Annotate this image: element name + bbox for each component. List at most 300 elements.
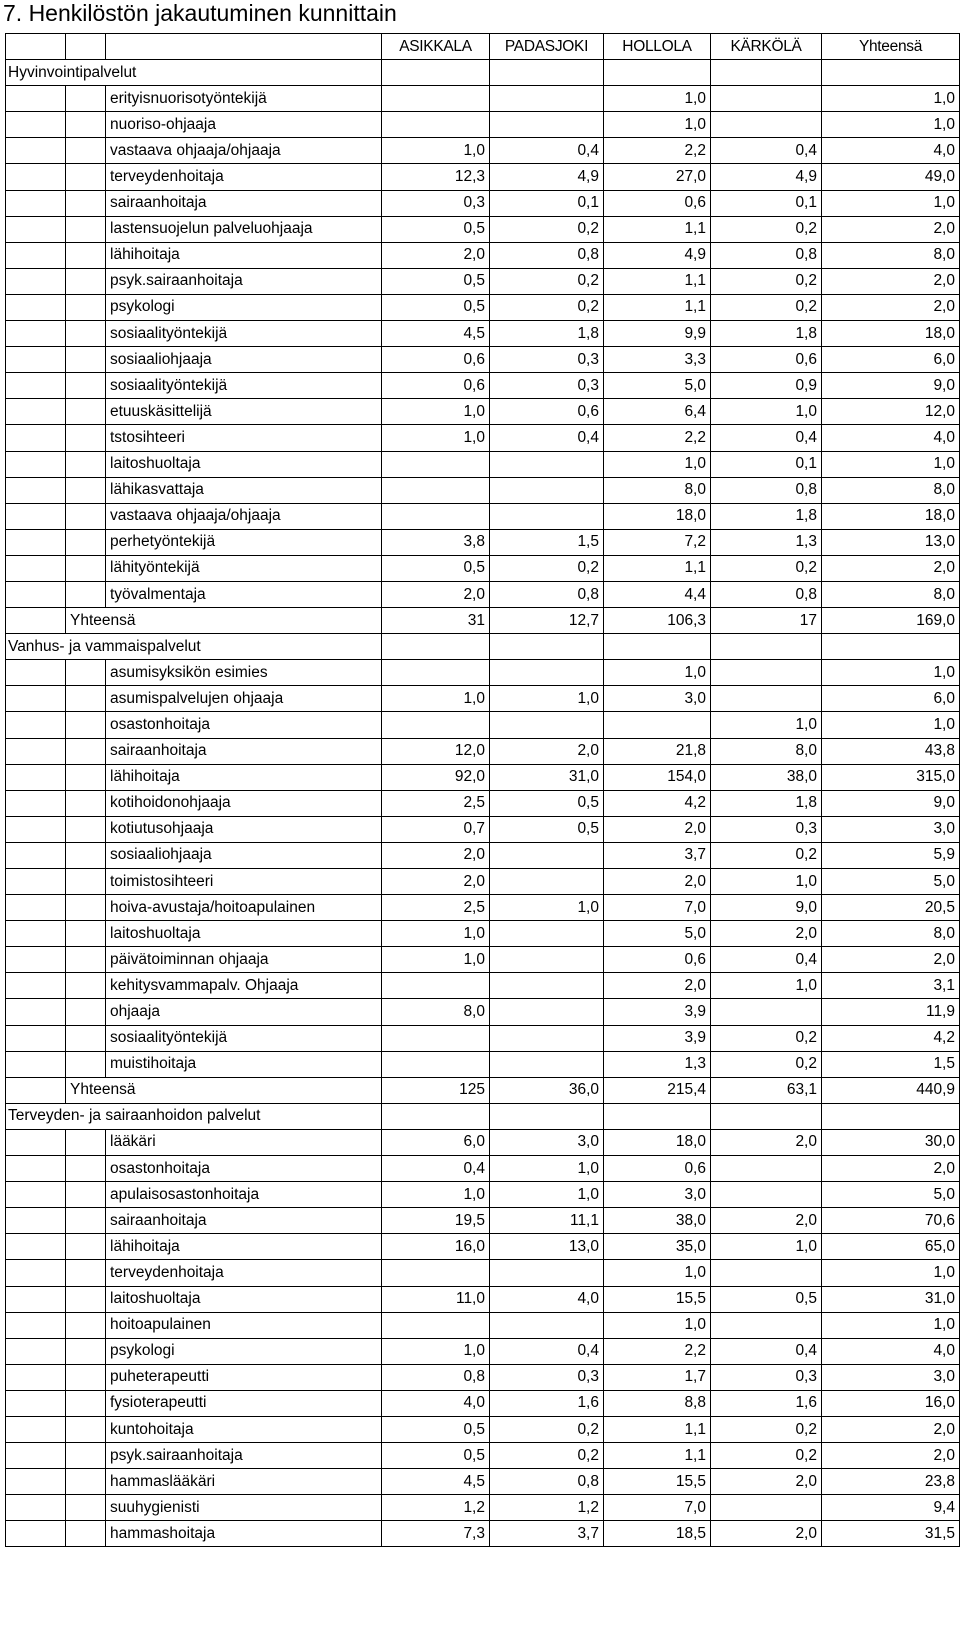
indent-cell	[66, 112, 106, 138]
value-cell: 2,0	[711, 1129, 822, 1155]
total-value-cell: 17	[711, 608, 822, 634]
table-row	[6, 1156, 960, 1182]
section-header-row	[6, 1103, 960, 1129]
indent-cell	[6, 347, 66, 373]
indent-cell	[66, 842, 106, 868]
value-cell: 13,0	[822, 529, 960, 555]
value-cell: 65,0	[822, 1234, 960, 1260]
value-cell: 2,0	[604, 816, 711, 842]
value-cell: 1,0	[382, 921, 490, 947]
value-cell: 2,0	[822, 294, 960, 320]
indent-cell	[6, 164, 66, 190]
value-cell: 9,0	[822, 790, 960, 816]
value-cell: 16,0	[822, 1390, 960, 1416]
table-row	[6, 973, 960, 999]
table-row	[6, 242, 960, 268]
indent-cell	[6, 1051, 66, 1077]
table-row	[6, 895, 960, 921]
value-cell	[711, 660, 822, 686]
indent-cell	[6, 921, 66, 947]
value-cell: 1,6	[490, 1390, 604, 1416]
value-cell: 3,1	[822, 973, 960, 999]
value-cell: 7,0	[604, 895, 711, 921]
indent-cell	[6, 529, 66, 555]
indent-cell	[66, 1469, 106, 1495]
indent-cell	[66, 294, 106, 320]
value-cell: 18,0	[822, 321, 960, 347]
value-cell: 21,8	[604, 738, 711, 764]
value-cell	[711, 86, 822, 112]
table-row	[6, 529, 960, 555]
value-cell: 1,6	[711, 1390, 822, 1416]
indent-cell	[6, 816, 66, 842]
indent-cell	[6, 1129, 66, 1155]
value-cell: 5,0	[604, 373, 711, 399]
value-cell: 1,1	[604, 216, 711, 242]
value-cell: 0,9	[711, 373, 822, 399]
indent-cell	[66, 1234, 106, 1260]
value-cell: 1,8	[711, 503, 822, 529]
row-label: lääkäri	[106, 1129, 382, 1155]
indent-cell	[66, 425, 106, 451]
table-row	[6, 686, 960, 712]
indent-cell	[66, 138, 106, 164]
value-cell: 1,0	[382, 138, 490, 164]
row-label: terveydenhoitaja	[106, 1260, 382, 1286]
value-cell	[711, 1156, 822, 1182]
value-cell: 1,0	[711, 973, 822, 999]
table-row	[6, 999, 960, 1025]
value-cell	[490, 503, 604, 529]
value-cell: 1,0	[711, 712, 822, 738]
empty-cell	[822, 634, 960, 660]
indent-cell	[66, 451, 106, 477]
total-value-cell: 63,1	[711, 1077, 822, 1103]
value-cell: 0,5	[382, 268, 490, 294]
column-header-padasjoki: PADASJOKI	[490, 34, 604, 60]
value-cell: 1,0	[382, 1182, 490, 1208]
row-label: terveydenhoitaja	[106, 164, 382, 190]
value-cell	[382, 1260, 490, 1286]
value-cell	[604, 712, 711, 738]
value-cell: 1,0	[822, 451, 960, 477]
row-label: hoitoapulainen	[106, 1312, 382, 1338]
indent-cell	[6, 399, 66, 425]
value-cell: 4,0	[822, 425, 960, 451]
value-cell: 2,0	[822, 555, 960, 581]
value-cell: 1,0	[604, 1312, 711, 1338]
table-row	[6, 790, 960, 816]
indent-cell	[6, 1495, 66, 1521]
total-value-cell: 12,7	[490, 608, 604, 634]
value-cell: 0,8	[382, 1364, 490, 1390]
value-cell: 3,0	[604, 1182, 711, 1208]
indent-cell	[6, 712, 66, 738]
value-cell: 0,2	[490, 268, 604, 294]
value-cell: 15,5	[604, 1286, 711, 1312]
value-cell: 0,4	[711, 425, 822, 451]
value-cell: 1,0	[604, 112, 711, 138]
value-cell: 1,0	[382, 425, 490, 451]
value-cell: 2,0	[604, 973, 711, 999]
indent-cell	[66, 1129, 106, 1155]
indent-cell	[66, 686, 106, 712]
table-row	[6, 1390, 960, 1416]
value-cell: 0,2	[490, 1416, 604, 1442]
row-label: hammaslääkäri	[106, 1469, 382, 1495]
indent-cell	[66, 1260, 106, 1286]
table-row	[6, 1521, 960, 1547]
indent-cell	[66, 1286, 106, 1312]
value-cell: 0,4	[711, 138, 822, 164]
table-row	[6, 1182, 960, 1208]
value-cell	[711, 1260, 822, 1286]
value-cell: 1,0	[490, 895, 604, 921]
value-cell: 12,0	[822, 399, 960, 425]
indent-cell	[6, 1469, 66, 1495]
value-cell: 2,5	[382, 895, 490, 921]
row-label: sosiaalityöntekijä	[106, 1025, 382, 1051]
row-label: laitoshuoltaja	[106, 1286, 382, 1312]
value-cell: 6,0	[822, 686, 960, 712]
indent-cell	[6, 425, 66, 451]
row-label: sairaanhoitaja	[106, 738, 382, 764]
value-cell: 9,0	[822, 373, 960, 399]
value-cell	[490, 1260, 604, 1286]
value-cell: 1,0	[822, 1260, 960, 1286]
value-cell: 1,0	[604, 451, 711, 477]
value-cell: 1,0	[711, 1234, 822, 1260]
value-cell: 0,4	[711, 1338, 822, 1364]
value-cell: 3,3	[604, 347, 711, 373]
value-cell	[382, 660, 490, 686]
indent-cell	[66, 242, 106, 268]
empty-cell	[382, 634, 490, 660]
row-label: kotihoidonohjaaja	[106, 790, 382, 816]
empty-cell	[490, 1103, 604, 1129]
indent-cell	[6, 686, 66, 712]
value-cell: 0,3	[490, 373, 604, 399]
indent-cell	[66, 1208, 106, 1234]
indent-cell	[6, 738, 66, 764]
table-row	[6, 1312, 960, 1338]
row-label: kotiutusohjaaja	[106, 816, 382, 842]
table-row	[6, 947, 960, 973]
value-cell: 1,1	[604, 555, 711, 581]
table-row	[6, 138, 960, 164]
indent-cell	[6, 1208, 66, 1234]
value-cell: 0,2	[711, 1416, 822, 1442]
table-row	[6, 399, 960, 425]
value-cell: 8,0	[822, 242, 960, 268]
value-cell: 70,6	[822, 1208, 960, 1234]
table-row	[6, 294, 960, 320]
value-cell: 3,9	[604, 999, 711, 1025]
value-cell: 8,0	[604, 477, 711, 503]
value-cell: 1,0	[822, 190, 960, 216]
value-cell: 2,0	[822, 216, 960, 242]
value-cell: 3,7	[490, 1521, 604, 1547]
value-cell: 1,7	[604, 1364, 711, 1390]
value-cell: 2,2	[604, 1338, 711, 1364]
indent-cell	[66, 947, 106, 973]
value-cell: 2,0	[382, 842, 490, 868]
row-label: vastaava ohjaaja/ohjaaja	[106, 138, 382, 164]
value-cell: 0,5	[382, 1443, 490, 1469]
indent-cell	[66, 321, 106, 347]
total-value-cell: 106,3	[604, 608, 711, 634]
row-label: psyk.sairaanhoitaja	[106, 1443, 382, 1469]
table-row	[6, 1260, 960, 1286]
value-cell: 3,0	[822, 816, 960, 842]
value-cell: 0,3	[711, 816, 822, 842]
total-value-cell: 215,4	[604, 1077, 711, 1103]
value-cell: 38,0	[711, 764, 822, 790]
value-cell	[382, 86, 490, 112]
row-label: laitoshuoltaja	[106, 451, 382, 477]
indent-cell	[6, 451, 66, 477]
value-cell: 0,8	[711, 477, 822, 503]
value-cell	[711, 999, 822, 1025]
indent-cell	[66, 1156, 106, 1182]
value-cell: 31,0	[822, 1286, 960, 1312]
value-cell: 0,6	[382, 373, 490, 399]
value-cell	[382, 112, 490, 138]
table-row	[6, 477, 960, 503]
column-header-total: Yhteensä	[822, 34, 960, 60]
value-cell: 1,1	[604, 294, 711, 320]
value-cell: 1,0	[490, 1156, 604, 1182]
value-cell: 0,6	[490, 399, 604, 425]
total-value-cell: 440,9	[822, 1077, 960, 1103]
row-label: hammashoitaja	[106, 1521, 382, 1547]
empty-cell	[711, 60, 822, 86]
table-row	[6, 451, 960, 477]
value-cell: 9,9	[604, 321, 711, 347]
value-cell: 9,0	[711, 895, 822, 921]
indent-cell	[66, 1051, 106, 1077]
indent-cell	[6, 790, 66, 816]
value-cell: 2,2	[604, 138, 711, 164]
header-blank-cell	[6, 34, 66, 60]
value-cell: 4,2	[604, 790, 711, 816]
value-cell: 0,2	[490, 216, 604, 242]
value-cell: 0,2	[711, 268, 822, 294]
value-cell: 8,0	[822, 581, 960, 607]
value-cell: 1,0	[490, 1182, 604, 1208]
value-cell: 7,0	[604, 1495, 711, 1521]
indent-cell	[6, 842, 66, 868]
value-cell	[711, 686, 822, 712]
value-cell: 0,4	[490, 1338, 604, 1364]
value-cell: 8,0	[711, 738, 822, 764]
indent-cell	[6, 190, 66, 216]
indent-cell	[66, 1364, 106, 1390]
value-cell: 1,0	[382, 1338, 490, 1364]
value-cell: 8,0	[382, 999, 490, 1025]
empty-cell	[490, 634, 604, 660]
value-cell: 2,0	[711, 1469, 822, 1495]
table-row	[6, 1234, 960, 1260]
value-cell: 5,9	[822, 842, 960, 868]
table-row	[6, 1416, 960, 1442]
value-cell: 0,2	[711, 1443, 822, 1469]
value-cell: 0,3	[711, 1364, 822, 1390]
value-cell: 11,0	[382, 1286, 490, 1312]
row-label: laitoshuoltaja	[106, 921, 382, 947]
indent-cell	[66, 1390, 106, 1416]
indent-cell	[66, 1338, 106, 1364]
value-cell: 1,0	[822, 112, 960, 138]
table-row	[6, 86, 960, 112]
value-cell	[490, 1025, 604, 1051]
value-cell: 2,0	[822, 268, 960, 294]
value-cell: 1,0	[604, 86, 711, 112]
indent-cell	[6, 1077, 66, 1103]
indent-cell	[66, 660, 106, 686]
indent-cell	[6, 999, 66, 1025]
value-cell: 4,0	[822, 1338, 960, 1364]
value-cell: 0,8	[711, 242, 822, 268]
row-label: tstosihteeri	[106, 425, 382, 451]
value-cell: 31,5	[822, 1521, 960, 1547]
indent-cell	[66, 347, 106, 373]
value-cell: 18,0	[604, 503, 711, 529]
value-cell: 4,9	[711, 164, 822, 190]
value-cell: 2,0	[490, 738, 604, 764]
value-cell: 0,3	[490, 347, 604, 373]
value-cell	[490, 1051, 604, 1077]
table-row	[6, 1208, 960, 1234]
value-cell: 1,1	[604, 268, 711, 294]
indent-cell	[6, 1312, 66, 1338]
table-row	[6, 268, 960, 294]
indent-cell	[66, 1312, 106, 1338]
value-cell	[382, 477, 490, 503]
value-cell: 3,0	[490, 1129, 604, 1155]
page-title: 7. Henkilöstön jakautuminen kunnittain	[3, 0, 397, 26]
indent-cell	[66, 895, 106, 921]
value-cell	[382, 973, 490, 999]
table-row	[6, 1443, 960, 1469]
total-value-cell: 125	[382, 1077, 490, 1103]
total-row	[6, 1077, 960, 1103]
row-label: päivätoiminnan ohjaaja	[106, 947, 382, 973]
indent-cell	[66, 764, 106, 790]
indent-cell	[6, 503, 66, 529]
row-label: sosiaalityöntekijä	[106, 373, 382, 399]
table-row	[6, 347, 960, 373]
value-cell: 0,6	[604, 947, 711, 973]
column-header-asikkala: ASIKKALA	[382, 34, 490, 60]
value-cell: 0,2	[711, 216, 822, 242]
indent-cell	[6, 764, 66, 790]
indent-cell	[6, 947, 66, 973]
value-cell: 43,8	[822, 738, 960, 764]
value-cell: 0,2	[490, 1443, 604, 1469]
row-label: lähihoitaja	[106, 242, 382, 268]
indent-cell	[66, 921, 106, 947]
value-cell: 1,0	[822, 712, 960, 738]
indent-cell	[6, 869, 66, 895]
row-label: psykologi	[106, 1338, 382, 1364]
value-cell: 0,8	[490, 1469, 604, 1495]
value-cell	[490, 1312, 604, 1338]
value-cell	[490, 869, 604, 895]
indent-cell	[66, 190, 106, 216]
section-title: Terveyden- ja sairaanhoidon palvelut	[6, 1103, 382, 1129]
table-row	[6, 216, 960, 242]
value-cell: 30,0	[822, 1129, 960, 1155]
table-row	[6, 921, 960, 947]
value-cell	[490, 477, 604, 503]
table-row	[6, 712, 960, 738]
value-cell: 0,2	[490, 294, 604, 320]
indent-cell	[6, 112, 66, 138]
table-row	[6, 1051, 960, 1077]
value-cell: 0,5	[711, 1286, 822, 1312]
row-label: hoiva-avustaja/hoitoapulainen	[106, 895, 382, 921]
indent-cell	[6, 477, 66, 503]
value-cell	[490, 842, 604, 868]
value-cell: 0,1	[711, 451, 822, 477]
value-cell: 0,4	[490, 138, 604, 164]
indent-cell	[6, 1338, 66, 1364]
indent-cell	[6, 242, 66, 268]
indent-cell	[66, 999, 106, 1025]
row-label: työvalmentaja	[106, 581, 382, 607]
value-cell: 4,2	[822, 1025, 960, 1051]
value-cell: 0,8	[490, 242, 604, 268]
value-cell: 3,8	[382, 529, 490, 555]
value-cell: 1,0	[490, 686, 604, 712]
indent-cell	[66, 1495, 106, 1521]
row-label: sairaanhoitaja	[106, 190, 382, 216]
value-cell: 5,0	[822, 1182, 960, 1208]
indent-cell	[66, 738, 106, 764]
indent-cell	[6, 1390, 66, 1416]
value-cell: 6,0	[382, 1129, 490, 1155]
value-cell: 5,0	[604, 921, 711, 947]
value-cell	[382, 1051, 490, 1077]
value-cell	[382, 451, 490, 477]
table-row	[6, 164, 960, 190]
value-cell	[382, 503, 490, 529]
empty-cell	[604, 634, 711, 660]
value-cell: 0,5	[382, 294, 490, 320]
empty-cell	[822, 60, 960, 86]
table-row	[6, 660, 960, 686]
indent-cell	[66, 790, 106, 816]
value-cell: 5,0	[822, 869, 960, 895]
value-cell	[490, 999, 604, 1025]
indent-cell	[66, 1416, 106, 1442]
indent-cell	[6, 321, 66, 347]
indent-cell	[66, 1521, 106, 1547]
value-cell: 0,6	[711, 347, 822, 373]
row-label: psyk.sairaanhoitaja	[106, 268, 382, 294]
indent-cell	[6, 1521, 66, 1547]
value-cell: 2,2	[604, 425, 711, 451]
empty-cell	[382, 1103, 490, 1129]
value-cell: 1,0	[382, 686, 490, 712]
table-row	[6, 1025, 960, 1051]
value-cell: 3,7	[604, 842, 711, 868]
table-row	[6, 1495, 960, 1521]
table-row	[6, 1286, 960, 1312]
table-row	[6, 112, 960, 138]
indent-cell	[66, 164, 106, 190]
